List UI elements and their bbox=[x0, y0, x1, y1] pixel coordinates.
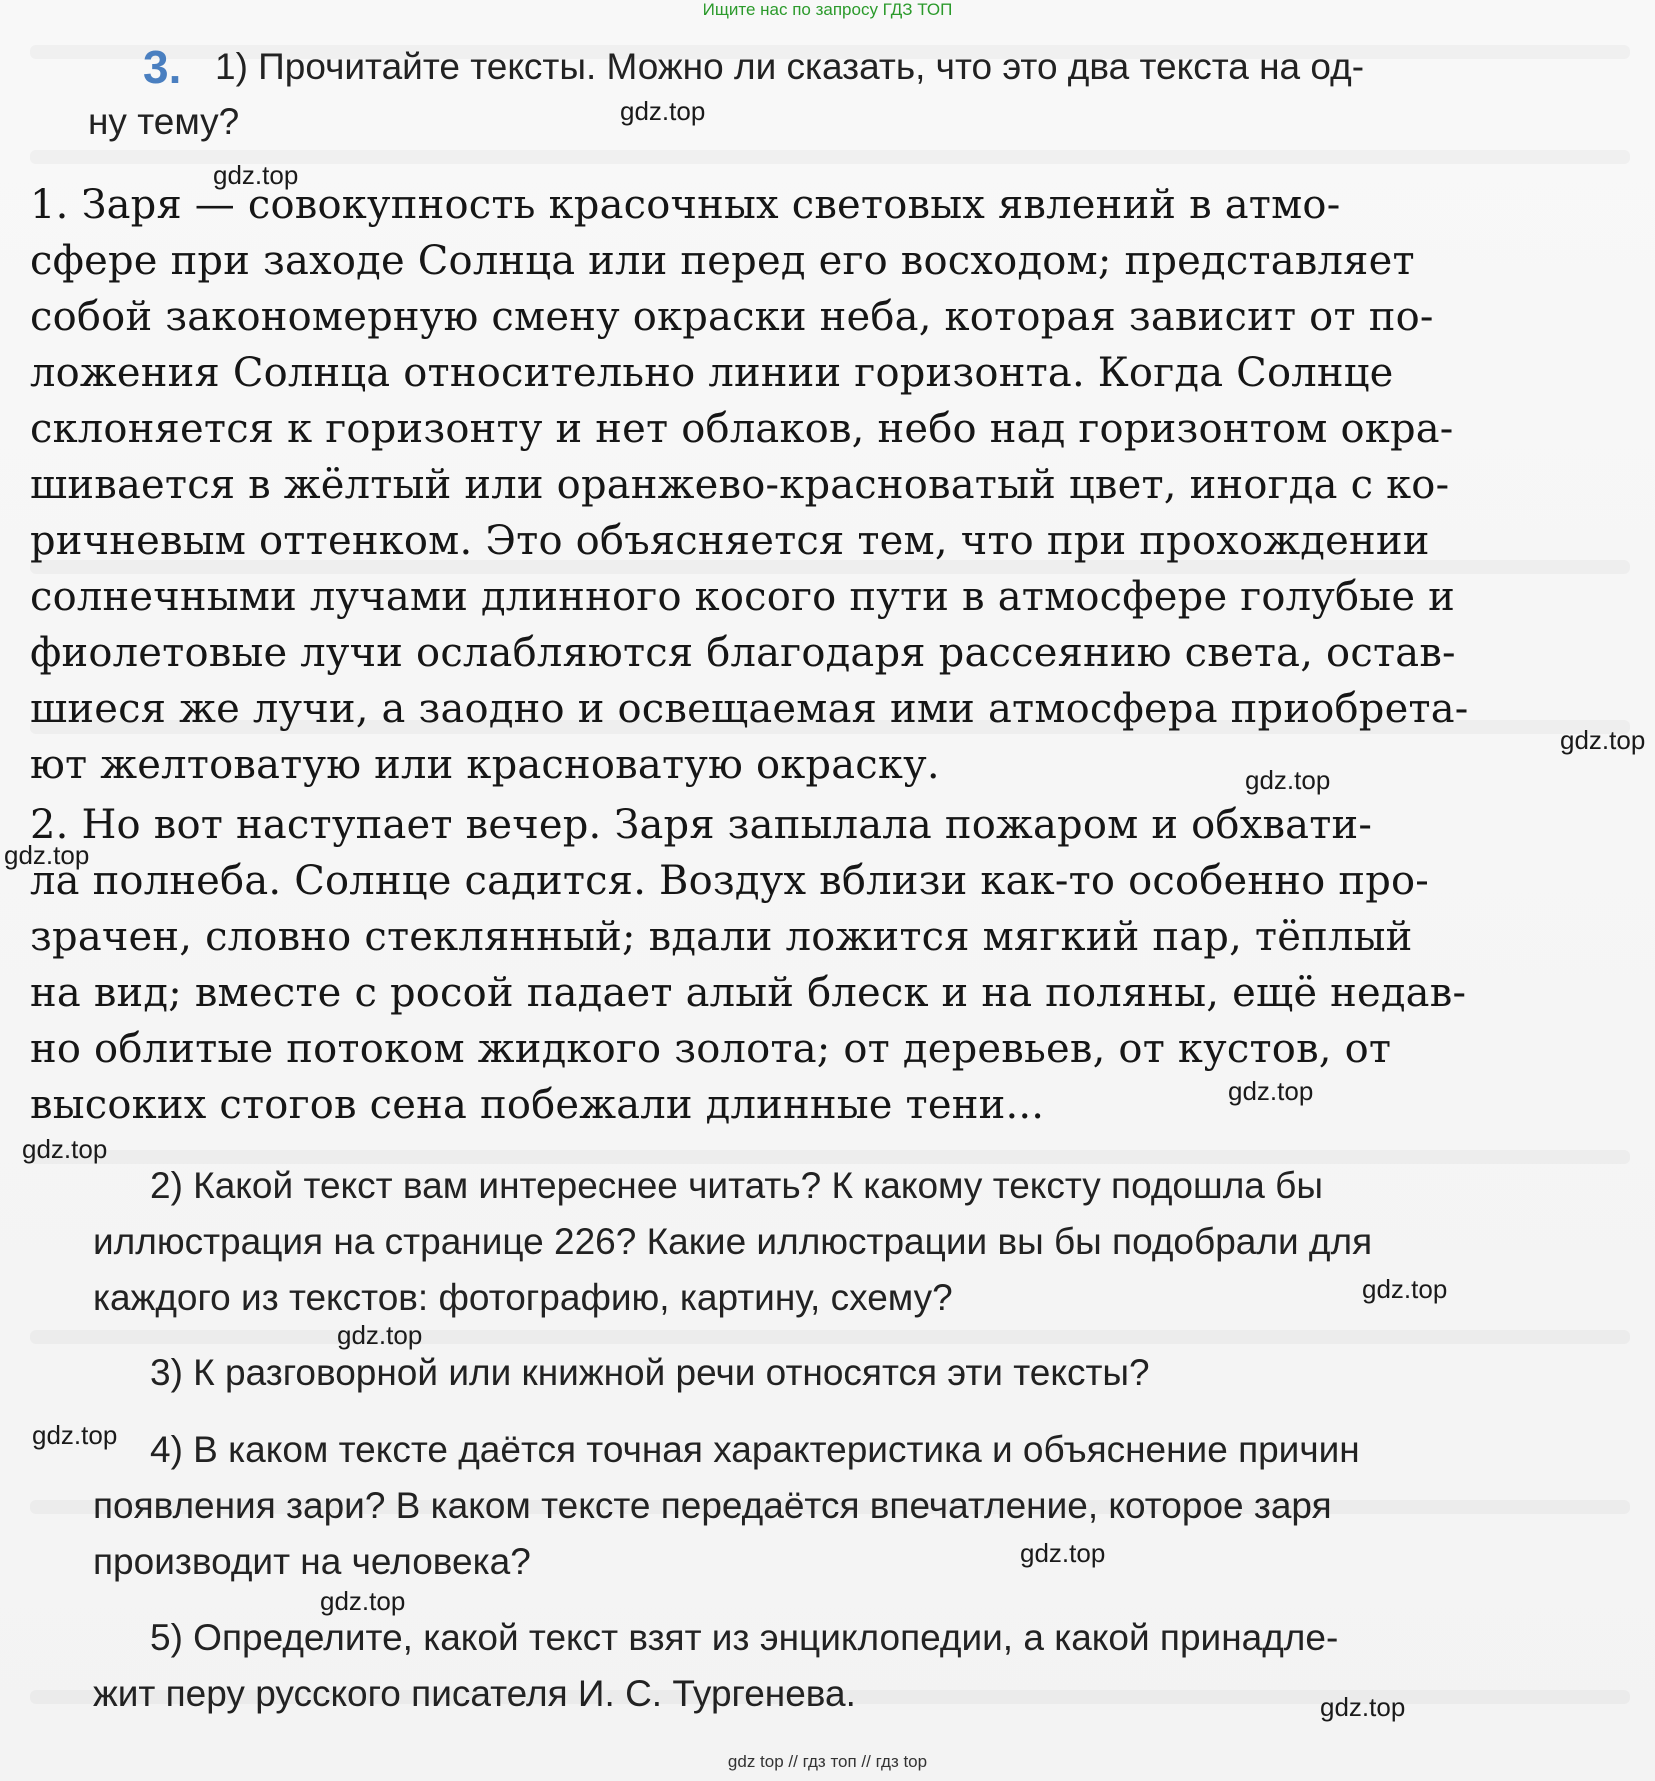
watermark: gdz.top bbox=[1560, 725, 1646, 755]
text-1-line: собой закономерную смену окраски неба, которая зависит от по- bbox=[30, 294, 1434, 340]
text-1-line: ложения Солнца относительно линии горизонта. Когда Солнце bbox=[30, 350, 1394, 396]
text-2-line: на вид; вместе с росой падает алый блеск и на поляны, ещё недав- bbox=[30, 970, 1467, 1016]
question-line: появления зари? В каком тексте передаётся впечатление, которое заря bbox=[93, 1485, 1332, 1526]
footer: gdz top // гдз топ // гдз top bbox=[727, 1752, 928, 1771]
question-line: иллюстрация на странице 226? Какие иллюстрации вы бы подобрали для bbox=[93, 1221, 1373, 1262]
text-1-line: шивается в жёлтый или оранжево-красноватый цвет, иногда с ко- bbox=[30, 462, 1450, 508]
text-1-line: фиолетовые лучи ослабляются благодаря рассеянию света, остав- bbox=[30, 630, 1456, 676]
watermark: gdz.top bbox=[1320, 1692, 1406, 1722]
text-1-line: солнечными лучами длинного косого пути в атмосфере голубые и bbox=[30, 574, 1455, 620]
question-line: 4) В каком тексте даётся точная характеристика и объяснение причин bbox=[150, 1429, 1360, 1470]
watermark: gdz.top bbox=[213, 160, 299, 190]
text-1-line: сфере при заходе Солнца или перед его восходом; представляет bbox=[30, 238, 1415, 284]
bleed-through bbox=[30, 1330, 1630, 1344]
question-line: 5) Определите, какой текст взят из энциклопедии, а какой принадле- bbox=[150, 1617, 1339, 1658]
question-line: производит на человека? bbox=[93, 1541, 531, 1582]
text-1-line: шиеся же лучи, а заодно и освещаемая ими атмосфера приобрета- bbox=[30, 686, 1469, 732]
question-line: каждого из текстов: фотографию, картину, схему? bbox=[93, 1277, 953, 1318]
watermark: gdz.top bbox=[1020, 1538, 1106, 1568]
text-2-line: 2. Но вот наступает вечер. Заря запылала пожаром и обхвати- bbox=[30, 802, 1373, 848]
watermark: gdz.top bbox=[337, 1320, 423, 1350]
watermark: gdz.top bbox=[1228, 1076, 1314, 1106]
site-banner[interactable]: Ищите нас по запросу ГДЗ ТОП bbox=[702, 0, 953, 19]
watermark: gdz.top bbox=[1245, 765, 1331, 795]
text-1-line: ричневым оттенком. Это объясняется тем, что при прохождении bbox=[30, 518, 1430, 564]
text-1-line: ют желтоватую или красноватую окраску. bbox=[30, 742, 940, 788]
watermark: gdz.top bbox=[32, 1420, 118, 1450]
question-line: 3) К разговорной или книжной речи относятся эти тексты? bbox=[150, 1352, 1150, 1393]
watermark: gdz.top bbox=[1362, 1274, 1448, 1304]
watermark: gdz.top bbox=[22, 1134, 108, 1164]
text-2-line: зрачен, словно стеклянный; вдали ложится мягкий пар, тёплый bbox=[30, 914, 1413, 960]
text-2-line: но облитые потоком жидкого золота; от деревьев, от кустов, от bbox=[30, 1026, 1392, 1072]
question-line: жит перу русского писателя И. С. Тургенева. bbox=[93, 1673, 856, 1714]
text-2-line: высоких стогов сена побежали длинные тени... bbox=[30, 1082, 1045, 1128]
watermark: gdz.top bbox=[320, 1586, 406, 1616]
question-line: 2) Какой текст вам интереснее читать? К какому тексту подошла бы bbox=[150, 1165, 1323, 1206]
watermark: gdz.top bbox=[620, 96, 706, 126]
task-intro-line-2: ну тему? bbox=[88, 101, 240, 142]
task-number: 3. bbox=[143, 41, 182, 93]
text-1-line: 1. Заря — совокупность красочных световых явлений в атмо- bbox=[30, 182, 1341, 228]
watermark: gdz.top bbox=[4, 840, 90, 870]
text-1-line: склоняется к горизонту и нет облаков, небо над горизонтом окра- bbox=[30, 406, 1454, 452]
task-intro-line-1: 1) Прочитайте тексты. Можно ли сказать, что это два текста на од- bbox=[215, 46, 1365, 87]
text-2-line: ла полнеба. Солнце садится. Воздух вблизи как-то особенно про- bbox=[30, 858, 1430, 904]
